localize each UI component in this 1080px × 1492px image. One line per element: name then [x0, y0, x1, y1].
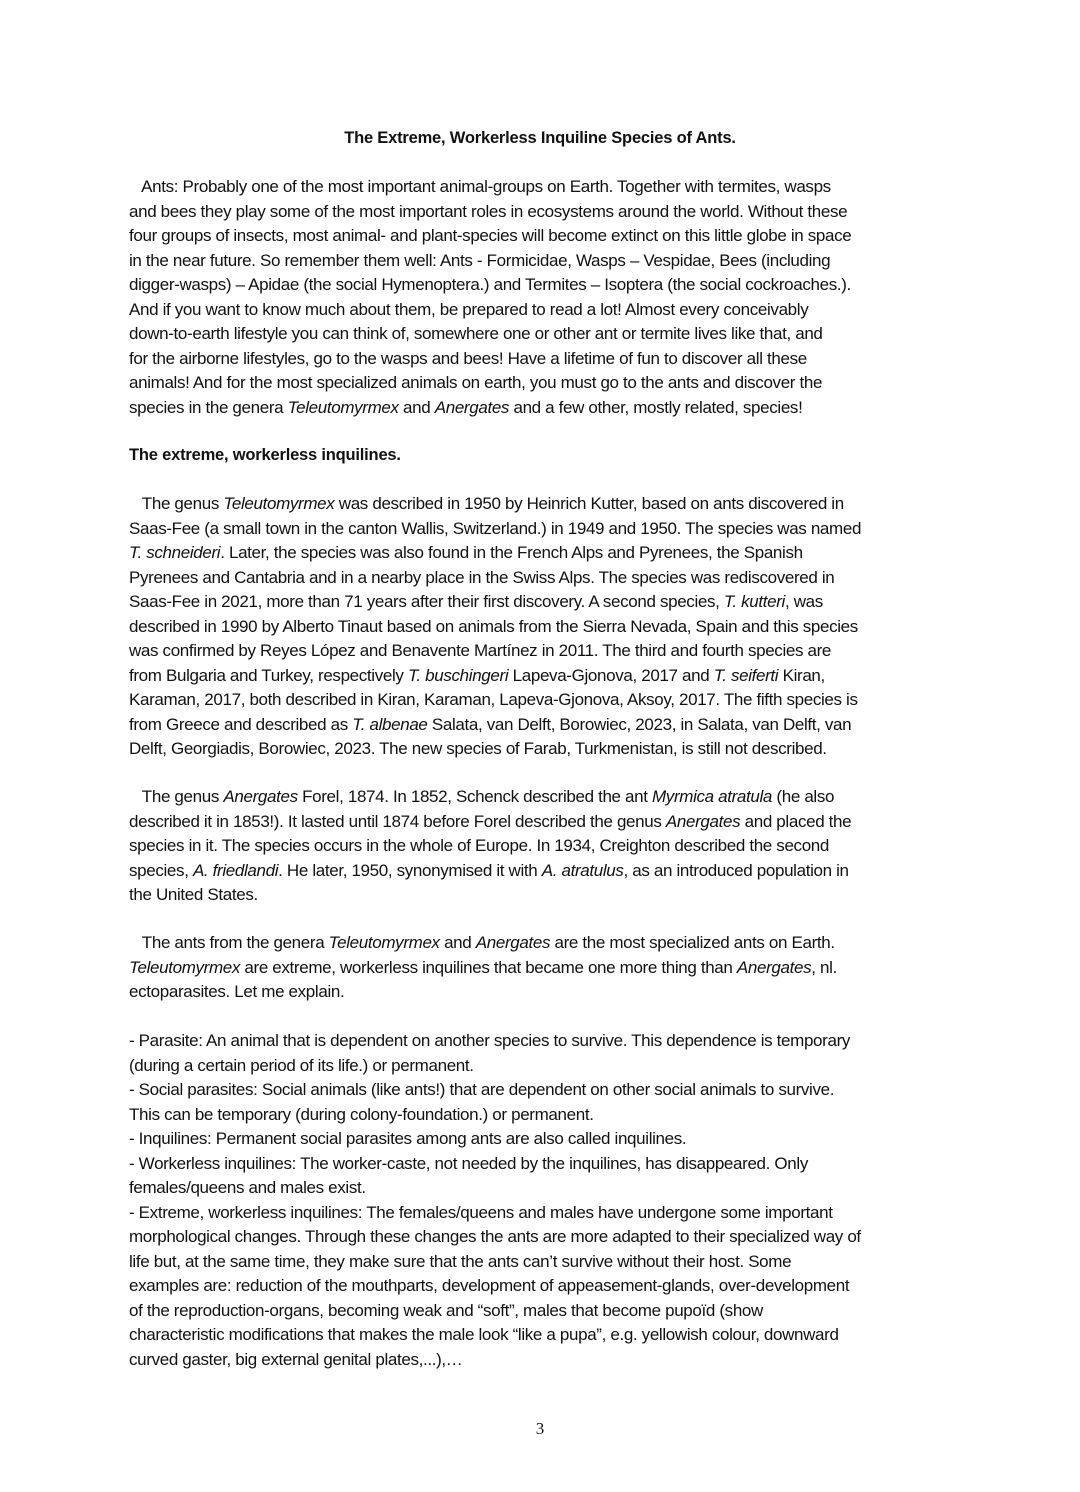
text-line — [129, 517, 959, 542]
text-run: described it in 1853!). It lasted until 1874 before Forel described the genus — [129, 811, 666, 831]
italic-taxon: Teleutomyrmex — [328, 933, 440, 952]
italic-taxon: A. friedlandi — [192, 860, 279, 880]
text-run: - Inquilines: Permanent social parasites among ants are also called inquilines. — [129, 1129, 687, 1148]
text-run: was described in 1950 by Heinrich Kutter, based on ants discovered in — [334, 494, 844, 513]
text-line — [129, 566, 959, 591]
text-run: The genus — [129, 787, 224, 806]
text-run: Kiran, — [778, 665, 825, 685]
section-heading: The extreme, workerless inquilines. — [129, 446, 401, 464]
text-line — [129, 956, 959, 981]
text-run: Delft, Georgiadis, Borowiec, 2023. The new species of Farab, Turkmenistan, is still not described. — [129, 739, 827, 758]
text-line — [129, 810, 959, 835]
text-run: Saas-Fee in 2021, more than 71 years after their first discovery. A second species, — [129, 592, 724, 611]
text-line — [129, 1054, 959, 1079]
anergates-paragraph — [129, 785, 959, 908]
text-run: from Bulgaria and Turkey, respectively — [129, 665, 408, 685]
text-run: are the most specialized ants on Earth. — [550, 933, 835, 952]
text-run: females/queens and males exist. — [129, 1178, 366, 1197]
text-run: species in the genera — [129, 397, 288, 417]
text-run: (he also — [772, 787, 835, 806]
text-run: Karaman, 2017, both described in Kiran, Karaman, Lapeva-Gjonova, Aksoy, 2017. The fifth species is — [129, 690, 858, 709]
italic-taxon: Teleutomyrmex — [129, 957, 241, 977]
italic-taxon: Teleutomyrmex — [223, 494, 335, 513]
text-line — [129, 883, 959, 908]
text-line — [129, 688, 959, 713]
text-run: - Parasite: An animal that is dependent on another species to survive. This dependence is temporary — [129, 1031, 851, 1050]
text-run: . He later, 1950, synonymised it with — [278, 860, 542, 880]
text-run: species, — [129, 860, 193, 880]
text-line — [129, 347, 959, 372]
text-line — [129, 931, 959, 956]
text-run: four groups of insects, most animal- and plant-species will become extinct on this little globe in space — [129, 226, 852, 245]
text-run: life but, at the same time, they make sure that the ants can’t survive without their host. Some — [129, 1251, 792, 1271]
text-line — [129, 1078, 959, 1103]
comparison-paragraph — [129, 931, 959, 1005]
text-run: characteristic modifications that makes the male look “like a pupa”, e.g. yellowish colour, downward — [129, 1325, 839, 1344]
text-run: and placed the — [740, 811, 852, 831]
text-line — [129, 200, 959, 225]
italic-taxon: Myrmica atratula — [652, 787, 773, 806]
text-run: was confirmed by Reyes López and Benavente Martínez in 2011. The third and fourth species are — [129, 641, 832, 660]
text-run: in the near future. So remember them well: Ants - Formicidae, Wasps – Vespidae, Bees (including — [129, 250, 831, 270]
text-line — [129, 590, 959, 615]
intro-paragraph — [129, 175, 959, 420]
text-line — [129, 1299, 959, 1324]
text-run: and bees they play some of the most important roles in ecosystems around the world. Without these — [129, 201, 848, 221]
text-run: The ants from the genera — [129, 933, 329, 952]
text-run: for the airborne lifestyles, go to the wasps and bees! Have a lifetime of fun to discover all these — [129, 348, 807, 368]
italic-taxon: Anergates — [434, 397, 510, 417]
text-line — [129, 1103, 959, 1128]
text-line — [129, 1127, 959, 1152]
text-line — [129, 664, 959, 689]
text-run: , nl. — [811, 957, 837, 977]
text-line — [129, 1029, 959, 1054]
text-run: , was — [784, 592, 823, 611]
italic-taxon: A. atratulus — [541, 860, 624, 880]
text-line — [129, 541, 959, 566]
text-run: - Workerless inquilines: The worker-caste, not needed by the inquilines, has disappeared. Only — [129, 1153, 808, 1173]
text-line — [129, 1323, 959, 1348]
italic-taxon: Anergates — [475, 933, 551, 952]
text-line — [129, 980, 959, 1005]
text-line — [129, 834, 959, 859]
text-line — [129, 492, 959, 517]
text-line — [129, 1250, 959, 1275]
text-line — [129, 249, 959, 274]
text-run: digger-wasps) – Apidae (the social Hymenoptera.) and Termites – Isoptera (the social cockroaches.). — [129, 275, 851, 294]
page-number: 3 — [535, 1419, 545, 1438]
text-run: morphological changes. Through these changes the ants are more adapted to their specialized way of — [129, 1227, 861, 1246]
text-line — [129, 785, 959, 810]
definitions-list — [129, 1029, 959, 1372]
text-run: of the reproduction-organs, becoming weak and “soft”, males that become pupoïd (show — [129, 1300, 763, 1320]
italic-taxon: Anergates — [665, 811, 741, 831]
text-line — [129, 859, 959, 884]
italic-taxon: T. schneideri — [129, 543, 221, 562]
text-line — [129, 175, 959, 200]
text-line — [129, 396, 959, 421]
text-run: The genus — [129, 494, 224, 513]
text-run: and — [439, 933, 476, 952]
text-line — [129, 1176, 959, 1201]
text-run: examples are: reduction of the mouthparts, development of appeasement-glands, over-development — [129, 1276, 850, 1295]
italic-taxon: Anergates — [736, 957, 812, 977]
text-run: animals! And for the most specialized animals on earth, you must go to the ants and discover the — [129, 373, 823, 392]
italic-taxon: T. albenae — [352, 714, 428, 734]
text-line — [129, 615, 959, 640]
text-line — [129, 224, 959, 249]
text-run: Lapeva-Gjonova, 2017 and — [508, 665, 714, 685]
text-line — [129, 298, 959, 323]
italic-taxon: T. seiferti — [713, 665, 779, 685]
text-run: - Extreme, workerless inquilines: The females/queens and males have undergone some important — [129, 1202, 833, 1222]
text-line — [129, 1225, 959, 1250]
text-line — [129, 713, 959, 738]
text-line — [129, 273, 959, 298]
text-line — [129, 322, 959, 347]
document-title: The Extreme, Workerless Inquiline Species of Ants. — [344, 129, 736, 147]
text-line — [129, 1348, 959, 1373]
teleutomyrmex-paragraph — [129, 492, 959, 762]
text-run: ectoparasites. Let me explain. — [129, 982, 345, 1001]
text-run: . Later, the species was also found in the French Alps and Pyrenees, the Spanish — [220, 543, 803, 562]
text-run: Ants: Probably one of the most important animal-groups on Earth. Together with termites, wasps — [129, 177, 831, 196]
text-run: from Greece and described as — [129, 714, 353, 734]
text-run: the United States. — [129, 885, 258, 904]
text-run: Saas-Fee (a small town in the canton Wallis, Switzerland.) in 1949 and 1950. The species was named — [129, 518, 862, 538]
text-run: Pyrenees and Cantabria and in a nearby place in the Swiss Alps. The species was rediscovered in — [129, 567, 835, 587]
text-line — [129, 371, 959, 396]
text-run: species in it. The species occurs in the whole of Europe. In 1934, Creighton described the second — [129, 836, 830, 855]
text-line — [129, 639, 959, 664]
text-run: , as an introduced population in — [623, 860, 849, 880]
italic-taxon: T. buschingeri — [407, 665, 509, 685]
italic-taxon: Anergates — [223, 787, 298, 806]
text-run: and — [398, 397, 435, 417]
italic-taxon: T. kutteri — [723, 592, 785, 611]
text-run: down-to-earth lifestyle you can think of, somewhere one or other ant or termite lives like that, and — [129, 324, 823, 343]
text-run: described in 1990 by Alberto Tinaut based on animals from the Sierra Nevada, Spain and this species — [129, 616, 858, 636]
text-line — [129, 1274, 959, 1299]
text-run: - Social parasites: Social animals (like ants!) that are dependent on other social animals to survive. — [129, 1080, 835, 1099]
text-run: are extreme, workerless inquilines that became one more thing than — [240, 957, 737, 977]
text-run: (during a certain period of its life.) or permanent. — [129, 1055, 474, 1075]
text-line — [129, 1152, 959, 1177]
text-run: Salata, van Delft, Borowiec, 2023, in Salata, van Delft, van — [427, 714, 852, 734]
text-run: This can be temporary (during colony-foundation.) or permanent. — [129, 1104, 594, 1124]
italic-taxon: Teleutomyrmex — [287, 397, 399, 417]
text-run: Forel, 1874. In 1852, Schenck described the ant — [297, 787, 652, 806]
text-run: curved gaster, big external genital plates,...),… — [129, 1349, 463, 1369]
text-line — [129, 1201, 959, 1226]
text-line — [129, 737, 959, 762]
text-run: and a few other, mostly related, species! — [509, 397, 803, 417]
text-run: And if you want to know much about them, be prepared to read a lot! Almost every conceivably — [129, 299, 809, 319]
